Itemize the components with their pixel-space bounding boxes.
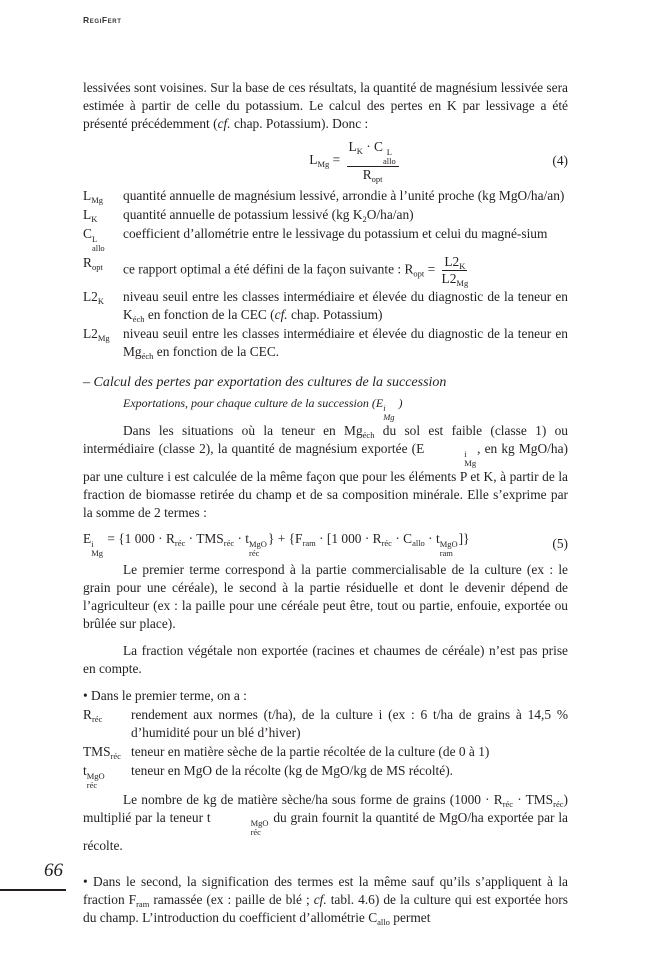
text-run: Le nombre de kg de matière sèche/ha sous forme de grains (1000 · R: [123, 792, 503, 807]
text-run: L2: [83, 326, 98, 341]
paragraph: [83, 642, 568, 678]
definition-item: [83, 288, 568, 324]
subscript: réc: [91, 714, 103, 724]
subscript: K: [356, 146, 363, 156]
equation-number: (4): [552, 153, 568, 168]
text-run: L2: [444, 254, 460, 269]
subscript: ram: [136, 899, 150, 909]
definition-term: [83, 254, 123, 287]
super-subscript: [87, 772, 105, 790]
subscript: K: [459, 261, 466, 271]
definition-description: [123, 325, 568, 361]
italic-text: cf.: [274, 307, 288, 322]
subsection-heading: [83, 394, 568, 422]
text-run: ): [395, 396, 403, 410]
text-run: chap. Potassium): [287, 307, 383, 322]
page-number-rule: [0, 889, 66, 891]
paragraph: [83, 561, 568, 633]
equation-body: [309, 139, 401, 184]
definition-item: [83, 762, 568, 790]
text-run: La fraction végétale non exportée (racines et chaumes de céréale) n’est pas prise en compte.: [83, 643, 568, 676]
subscript: ram: [302, 538, 316, 548]
subscript: opt: [413, 268, 425, 279]
subscript: Mg: [97, 333, 110, 343]
text-run: ]}: [458, 531, 470, 546]
definition-description: [123, 288, 568, 324]
text-run: coefficient d’allométrie entre le lessivage du potassium et celui du magné-sium: [123, 226, 548, 241]
text-run: C: [83, 226, 92, 241]
super-subscript: [424, 450, 476, 468]
super-subscript: [383, 148, 396, 166]
text-run: Dans les situations où la teneur en Mg: [123, 423, 363, 438]
subscript: réc: [223, 538, 235, 548]
definition-item: [83, 706, 568, 742]
text-run: ce rapport optimal a été défini de la façon suivante : R: [123, 261, 414, 277]
text-run: niveau seuil entre les classes intermédiaire et élevée du diagnostic de la teneur en Mg: [123, 326, 568, 359]
superscript: L: [386, 147, 392, 157]
subscript: réc: [553, 799, 564, 809]
superscript: MgO: [439, 539, 458, 549]
text-run: rendement aux normes (t/ha), de la culture i (ex : 6 t/ha de grains à 14,5 % d’humidité pour un blé d’hiver): [131, 707, 568, 740]
definition-item: [83, 206, 568, 224]
subscript: réc: [502, 799, 514, 809]
text-run: ) multiplié par la teneur t: [83, 792, 568, 825]
definition-item: [83, 325, 568, 361]
text-run: O/ha/an): [366, 207, 414, 222]
text-run: lessivées sont voisines. Sur la base de ces résultats, la quantité de magnésium lessivée sera estimée à partir de celle du potassium. Le calcul des pertes en K par lessivage a été présenté précédemment (: [83, 80, 568, 131]
body-text: [83, 79, 568, 927]
subscript: allo: [377, 917, 390, 927]
subscript: allo: [412, 538, 425, 548]
text-run: L2: [441, 271, 457, 286]
subscript: allo: [382, 156, 396, 166]
super-subscript: [249, 540, 267, 558]
section-heading: [83, 374, 568, 392]
definition-item: [83, 254, 568, 287]
super-subscript: [383, 404, 394, 422]
text-run: permet: [389, 910, 431, 925]
text-run: tabl. 4.6) de la culture qui est exportée hors du champ. L’introduction du coefficient d’allométrie C: [83, 892, 568, 925]
definition-term: [83, 762, 131, 790]
subscript: réc: [86, 780, 98, 790]
superscript: MgO: [86, 771, 105, 781]
subscript: éch: [132, 314, 145, 324]
subscript: réc: [249, 548, 260, 558]
italic-text: cf.: [217, 116, 231, 131]
equation-number: (5): [552, 536, 568, 551]
text-run: · [1 000 · R: [315, 531, 382, 546]
text-run: en fonction de la CEC.: [153, 344, 280, 359]
running-header: RegiFert: [83, 15, 122, 25]
text-run: R: [362, 167, 372, 182]
superscript: i: [383, 403, 386, 413]
definition-description: [131, 706, 568, 742]
subscript: réc: [381, 538, 392, 548]
text-run: • Dans le second, la signification des termes est la même sauf qu’ils s’appliquent à la fraction F: [83, 874, 568, 907]
super-subscript: [91, 540, 103, 558]
text-run: L2: [83, 289, 98, 304]
definition-description: [123, 206, 568, 224]
superscript: i: [91, 539, 94, 549]
subscript: éch: [141, 351, 154, 361]
bullet-paragraph: [83, 687, 568, 705]
paragraph: [83, 422, 568, 522]
text-run: E: [83, 531, 92, 546]
definition-term: [83, 288, 123, 324]
text-run: TMS: [83, 744, 111, 759]
equation-body: [83, 531, 470, 558]
page-number: 66: [44, 860, 63, 881]
subscript: réc: [110, 751, 121, 761]
subscript: éch: [362, 430, 375, 440]
bullet-paragraph: [83, 873, 568, 927]
definition-description: [123, 254, 568, 287]
text-run: teneur en matière sèche de la partie récoltée de la culture (de 0 à 1): [131, 744, 490, 759]
subscript: opt: [371, 174, 383, 184]
superscript: i: [464, 449, 467, 459]
text-run: • Dans le premier terme, on a :: [83, 688, 247, 703]
text-run: L: [83, 207, 92, 222]
text-run: Le premier terme correspond à la partie commercialisable de la culture (ex : le grain pour une céréale), le second à la partie résiduelle et dont le devenir dépend de l’agriculteur (ex : la paille pour une céréale peut être, tout ou partie, enfouie, exportée ou brûlée sur place).: [83, 562, 568, 631]
equation-4: [83, 139, 568, 183]
text-run: · t: [234, 531, 249, 546]
text-run: niveau seuil entre les classes intermédiaire et élevée du diagnostic de la teneur en K: [123, 289, 568, 322]
definition-list: [83, 187, 568, 361]
text-run: · C: [362, 139, 383, 154]
text-run: · C: [391, 531, 413, 546]
definition-term: [83, 743, 131, 761]
subscript: allo: [91, 243, 105, 253]
text-run: quantité annuelle de potassium lessivé (kg K: [123, 207, 363, 222]
definition-item: [83, 225, 568, 253]
text-run: ramassée (ex : paille de blé ;: [149, 892, 314, 907]
equation-5: [83, 530, 568, 558]
subscript: 2: [362, 214, 367, 224]
subscript: Mg: [383, 412, 395, 422]
subscript: K: [91, 214, 98, 224]
text-run: du grain fournit la quantité de MgO/ha exportée par la récolte.: [83, 810, 568, 853]
definition-term: [83, 206, 123, 224]
text-run: =: [329, 152, 344, 168]
text-run: } + {F: [267, 531, 303, 546]
definition-term: [83, 706, 131, 742]
text-run: E: [375, 396, 384, 410]
text-run: quantité annuelle de magnésium lessivé, arrondie à l’unité proche (kg MgO/ha/an): [123, 188, 565, 203]
definition-term: [83, 187, 123, 205]
paragraph: [83, 79, 568, 133]
text-run: t: [83, 763, 87, 778]
paragraph: [83, 791, 568, 855]
definition-item: [83, 743, 568, 761]
numerator: [347, 139, 399, 167]
superscript: L: [91, 234, 98, 244]
subscript: Mg: [91, 195, 103, 205]
super-subscript: [92, 235, 105, 253]
denominator: [442, 271, 469, 287]
text-run: teneur en MgO de la récolte (kg de MgO/kg de MS récolté).: [131, 763, 454, 778]
text-run: du sol est faible (classe 1) ou intermédiaire (classe 2), la quantité de magnésium exportée (E: [83, 423, 568, 456]
text-run: · TMS: [513, 792, 554, 807]
denominator: [363, 167, 383, 183]
definition-term: [83, 225, 123, 253]
text-run: R: [83, 707, 92, 722]
text-run: – Calcul des pertes par exportation des cultures de la succession: [83, 375, 447, 390]
definition-term: [83, 325, 123, 361]
definition-item: [83, 187, 568, 205]
italic-text: cf.: [313, 892, 327, 907]
subscript: ram: [439, 548, 453, 558]
text-run: L: [309, 152, 318, 168]
text-run: L: [348, 139, 357, 154]
subscript: Mg: [91, 548, 103, 558]
subscript: K: [97, 296, 105, 306]
definition-description: [131, 762, 568, 790]
fraction: [347, 139, 399, 183]
subscript: opt: [91, 262, 103, 272]
subscript: Mg: [456, 278, 469, 288]
text-run: · t: [424, 531, 440, 546]
definition-list: [83, 706, 568, 790]
super-subscript: [440, 540, 458, 558]
subscript: réc: [250, 827, 261, 837]
definition-description: [131, 743, 568, 761]
text-run: R: [83, 255, 92, 270]
text-run: = {1 000 · R: [104, 531, 175, 546]
text-run: Exportations, pour chaque culture de la succession (: [123, 396, 376, 410]
definition-description: [123, 225, 568, 253]
subscript: Mg: [464, 458, 477, 468]
subscript: Mg: [317, 159, 330, 170]
text-run: , en kg MgO/ha) par une culture i est calculée de la même façon que pour les éléments P et K, à partir de la fraction de biomasse retirée du champ et de sa composition minérale. Elle s’exprime par la somme de 2 termes :: [83, 441, 568, 520]
text-run: en fonction de la CEC (: [144, 307, 275, 322]
fraction: [442, 254, 469, 287]
subscript: réc: [174, 538, 186, 548]
superscript: MgO: [250, 818, 269, 828]
text-run: · TMS: [185, 531, 224, 546]
numerator: [442, 254, 467, 271]
text-run: L: [83, 188, 92, 203]
text-run: =: [424, 261, 439, 277]
superscript: MgO: [249, 539, 267, 549]
definition-description: [123, 187, 568, 205]
super-subscript: [211, 819, 269, 837]
text-run: chap. Potassium). Donc :: [230, 116, 369, 131]
